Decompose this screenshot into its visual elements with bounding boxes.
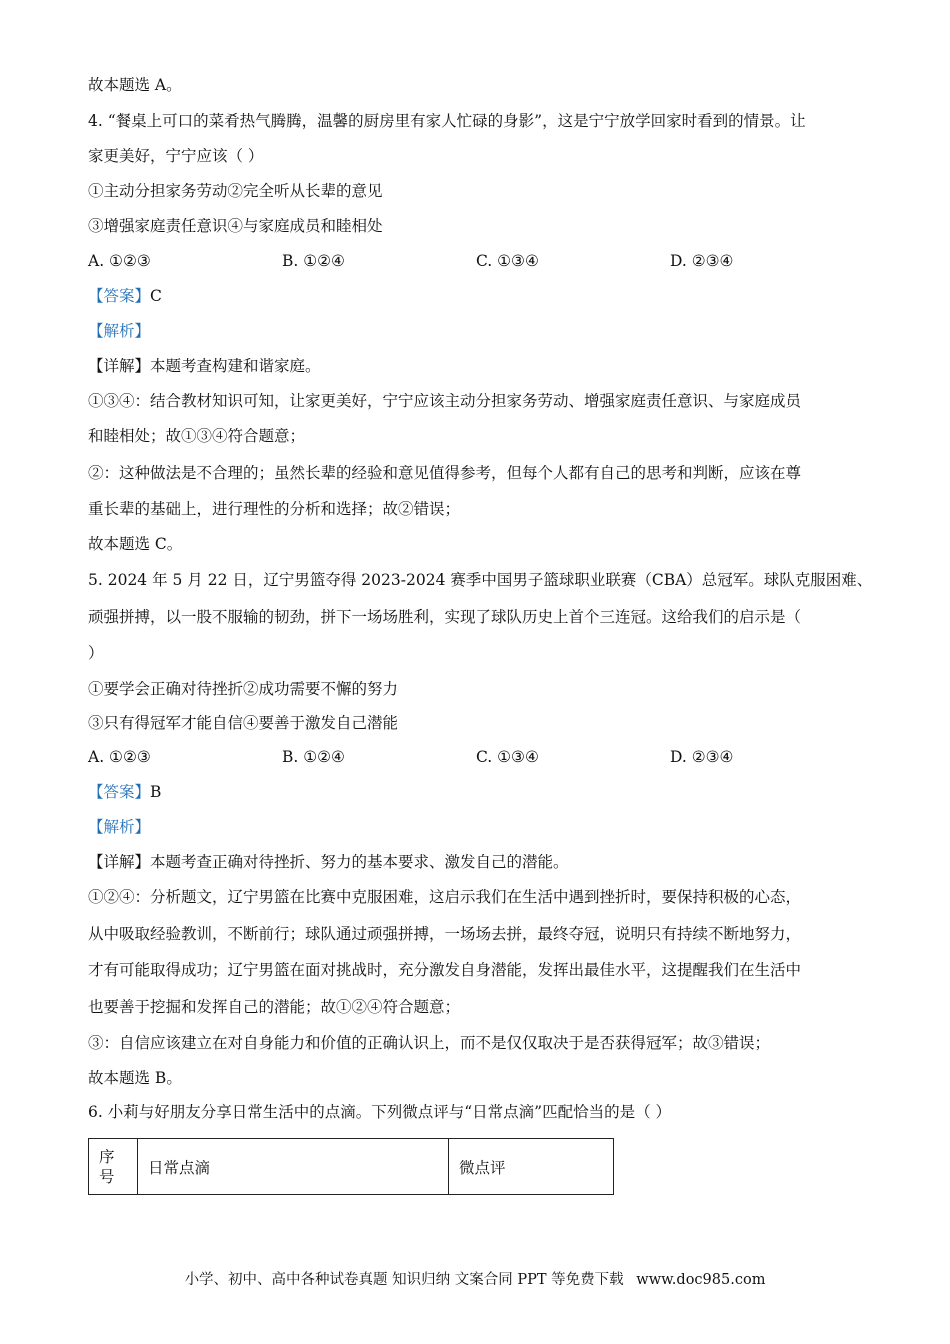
- answer-label: 【答案】: [88, 783, 151, 801]
- question-5-stem: 5. 2024 年 5 月 22 日，辽宁男篮夺得 2023-2024 赛季中国男子篮球职业联赛（CBA）总冠军。球队克服困难、: [88, 571, 873, 589]
- question-5-statement: ①要学会正确对待挫折②成功需要不懈的努力: [88, 680, 399, 698]
- option-c: C. ①③④: [476, 748, 539, 766]
- detail-line: 和睦相处；故①③④符合题意；: [88, 427, 306, 445]
- question-5-stem-cont: 顽强拼搏，以一股不服输的韧劲，拼下一场场胜利，实现了球队历史上首个三连冠。这给我们的启示是（: [88, 608, 802, 626]
- detail-line: 才有可能取得成功；辽宁男篮在面对挑战时，充分激发自身潜能，发挥出最佳水平，这提醒我们在生活中: [88, 961, 802, 979]
- page-footer: [0, 1268, 950, 1289]
- detail-line: 从中吸取经验教训，不断前行；球队通过顽强拼搏，一场场去拼，最终夺冠，说明只有持续不断地努力，: [88, 925, 802, 943]
- text-line: 故本题选 C。: [88, 535, 183, 553]
- question-5-statement: ③只有得冠军才能自信④要善于激发自己潜能: [88, 714, 399, 732]
- option-b: B. ①②④: [282, 252, 345, 270]
- detail-line: 重长辈的基础上，进行理性的分析和选择；故②错误；: [88, 500, 461, 518]
- option-b: B. ①②④: [282, 748, 345, 766]
- answer-value: B: [150, 783, 162, 801]
- text-line: 故本题选 A。: [88, 76, 182, 94]
- table-header-cell: 序 号: [89, 1139, 138, 1195]
- option-d: D. ②③④: [670, 748, 734, 766]
- answer-line: [88, 781, 161, 803]
- detail-line: 【详解】本题考查正确对待挫折、努力的基本要求、激发自己的潜能。: [88, 853, 569, 871]
- table-header-row: [89, 1139, 614, 1195]
- answer-value: C: [150, 287, 162, 305]
- option-a: A. ①②③: [88, 748, 151, 766]
- question-4-statement: ①主动分担家务劳动②完全听从长辈的意见: [88, 182, 383, 200]
- option-a: A. ①②③: [88, 252, 151, 270]
- footer-url: www.doc985.com: [636, 1272, 766, 1288]
- text-line: 故本题选 B。: [88, 1069, 182, 1087]
- detail-line: ①②④：分析题文，辽宁男篮在比赛中克服困难，这启示我们在生活中遇到挫折时，要保持积极的心态，: [88, 888, 802, 906]
- analysis-label: 【解析】: [88, 322, 151, 340]
- table-header-cell: 微点评: [449, 1139, 614, 1195]
- detail-line: ③：自信应该建立在对自身能力和价值的正确认识上，而不是仅仅取决于是否获得冠军；故③错误；: [88, 1034, 771, 1052]
- answer-line: [88, 285, 162, 307]
- question-4-statement: ③增强家庭责任意识④与家庭成员和睦相处: [88, 217, 383, 235]
- footer-text: 小学、初中、高中各种试卷真题 知识归纳 文案合同 PPT 等免费下载: [184, 1272, 624, 1288]
- option-d: D. ②③④: [670, 252, 734, 270]
- table-header-cell: 日常点滴: [138, 1139, 449, 1195]
- detail-line: 【详解】本题考查构建和谐家庭。: [88, 357, 321, 375]
- question-4-stem-cont: 家更美好，宁宁应该（ ）: [88, 147, 264, 165]
- answer-label: 【答案】: [88, 287, 151, 305]
- question-6-stem: 6. 小莉与好朋友分享日常生活中的点滴。下列微点评与“日常点滴”匹配恰当的是（ ）: [88, 1103, 671, 1121]
- question-6-table: [88, 1138, 614, 1195]
- detail-line: ②：这种做法是不合理的；虽然长辈的经验和意见值得参考，但每个人都有自己的思考和判断，应该在尊: [88, 464, 802, 482]
- analysis-label: 【解析】: [88, 818, 151, 836]
- question-4-stem: 4. “餐桌上可口的菜肴热气腾腾，温馨的厨房里有家人忙碌的身影”，这是宁宁放学回家时看到的情景。让: [88, 112, 806, 130]
- option-c: C. ①③④: [476, 252, 539, 270]
- detail-line: ①③④：结合教材知识可知，让家更美好，宁宁应该主动分担家务劳动、增强家庭责任意识、与家庭成员: [88, 392, 802, 410]
- question-5-stem-cont: ）: [88, 644, 104, 662]
- detail-line: 也要善于挖掘和发挥自己的潜能；故①②④符合题意；: [88, 998, 461, 1016]
